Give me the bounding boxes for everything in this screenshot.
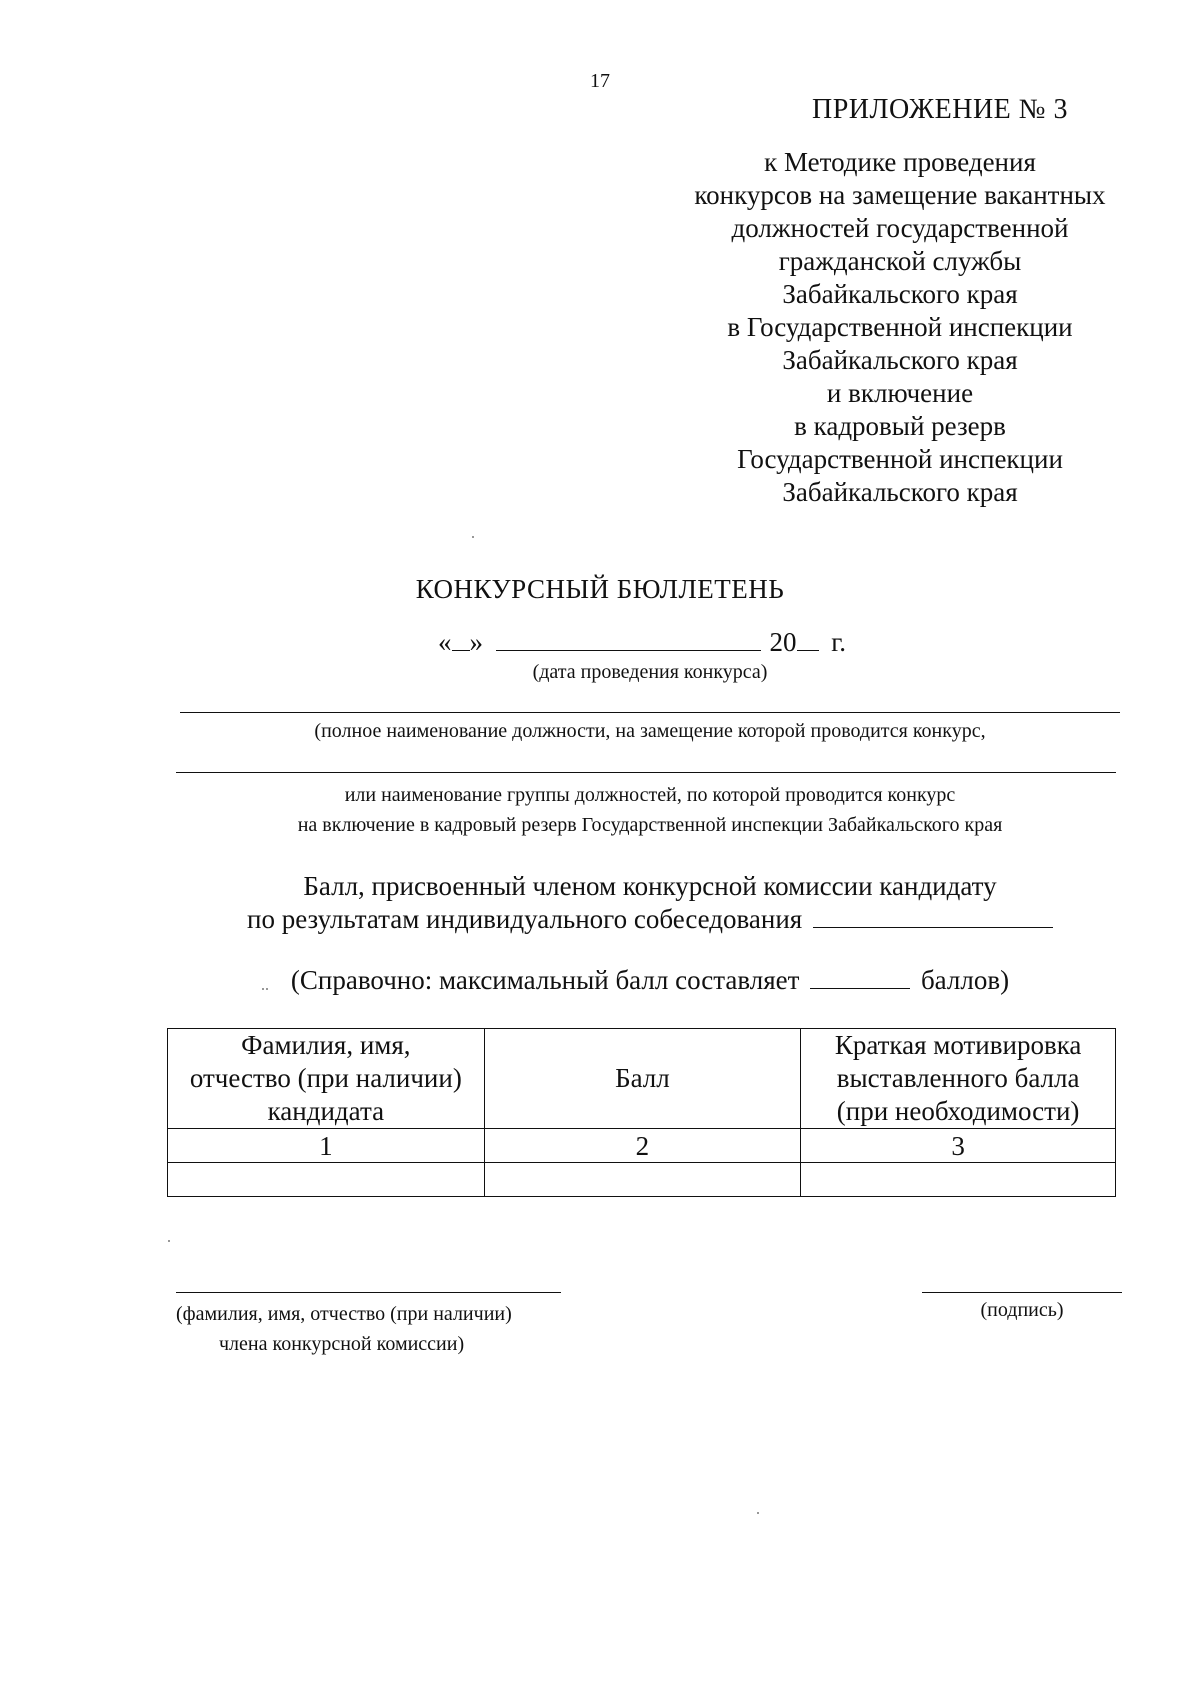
appendix-line: должностей государственной xyxy=(731,213,1069,243)
scan-speck xyxy=(472,536,474,538)
month-blank xyxy=(496,626,761,651)
fio-caption-line: члена конкурсной комиссии) xyxy=(219,1333,465,1355)
caption-line: или наименование группы должностей, по которой проводится конкурс xyxy=(344,784,956,806)
score-line xyxy=(0,903,1200,936)
column-number: 2 xyxy=(484,1129,801,1163)
score-line: Балл, присвоенный членом конкурсной комиссии кандидату xyxy=(303,871,997,901)
header-text: выставленного балла xyxy=(836,1063,1080,1093)
appendix-line: Забайкальского края xyxy=(782,345,1018,375)
appendix-line: и включение xyxy=(826,378,974,408)
caption-line: на включение в кадровый резерв Государственной инспекции Забайкальского края xyxy=(297,814,1003,836)
year-suffix: г. xyxy=(831,627,847,657)
appendix-line: гражданской службы xyxy=(778,246,1022,276)
empty-cell xyxy=(484,1163,801,1197)
appendix-line: Государственной инспекции xyxy=(737,444,1063,474)
day-blank xyxy=(452,626,470,651)
appendix-line: в кадровый резерв xyxy=(794,411,1006,441)
date-close-quote: » xyxy=(469,627,483,657)
appendix-line: Забайкальского края xyxy=(782,279,1018,309)
position-caption: (полное наименование должности, на замещение которой проводится конкурс, xyxy=(314,720,986,742)
fio-caption xyxy=(176,1299,596,1359)
header-cell-candidate xyxy=(168,1029,485,1129)
ballot-table xyxy=(167,1028,1116,1197)
appendix-subtitle xyxy=(660,146,1140,509)
appendix-line: конкурсов на замещение вакантных xyxy=(694,180,1106,210)
column-number: 3 xyxy=(801,1129,1116,1163)
appendix-title: ПРИЛОЖЕНИЕ № 3 xyxy=(812,94,1068,125)
header-text: Балл xyxy=(615,1063,670,1093)
header-cell-motivation xyxy=(801,1029,1116,1129)
position-line-2 xyxy=(176,772,1116,773)
header-text: кандидата xyxy=(267,1096,385,1126)
empty-cell xyxy=(801,1163,1116,1197)
position-group-caption xyxy=(0,780,1200,840)
reference-note xyxy=(0,964,1200,996)
table-header-row xyxy=(168,1029,1116,1129)
scan-speck xyxy=(168,1240,170,1242)
appendix-line: в Государственной инспекции xyxy=(727,312,1073,342)
year-blank xyxy=(797,626,819,651)
reference-end: баллов) xyxy=(920,965,1010,995)
score-blank xyxy=(813,903,1053,928)
date-row xyxy=(438,626,846,658)
header-cell-score xyxy=(484,1029,801,1129)
signature-line xyxy=(922,1292,1122,1293)
table-row xyxy=(168,1163,1116,1197)
year-prefix: 20 xyxy=(769,627,797,657)
scan-speck xyxy=(757,1512,759,1514)
appendix-line: к Методике проведения xyxy=(764,147,1036,177)
position-line-1 xyxy=(180,712,1120,713)
appendix-line: Забайкальского края xyxy=(782,477,1018,507)
header-text: Краткая мотивировка xyxy=(834,1030,1082,1060)
table-number-row xyxy=(168,1129,1116,1163)
score-statement xyxy=(0,870,1200,936)
fio-caption-line: (фамилия, имя, отчество (при наличии) xyxy=(176,1303,512,1325)
bulletin-title: КОНКУРСНЫЙ БЮЛЛЕТЕНЬ xyxy=(415,574,785,604)
page-number: 17 xyxy=(590,70,610,92)
header-text: отчество (при наличии) xyxy=(189,1063,462,1093)
max-score-blank xyxy=(810,964,910,989)
date-caption: (дата проведения конкурса) xyxy=(532,661,768,683)
score-line-text: по результатам индивидуального собеседования xyxy=(247,904,803,934)
header-text: (при необходимости) xyxy=(836,1096,1080,1126)
date-open-quote: « xyxy=(438,627,452,657)
fio-signature-line xyxy=(176,1292,561,1293)
column-number: 1 xyxy=(168,1129,485,1163)
header-text: Фамилия, имя, xyxy=(241,1030,411,1060)
reference-start: (Справочно: максимальный балл составляет xyxy=(290,965,800,995)
signature-caption: (подпись) xyxy=(980,1299,1064,1321)
empty-cell xyxy=(168,1163,485,1197)
